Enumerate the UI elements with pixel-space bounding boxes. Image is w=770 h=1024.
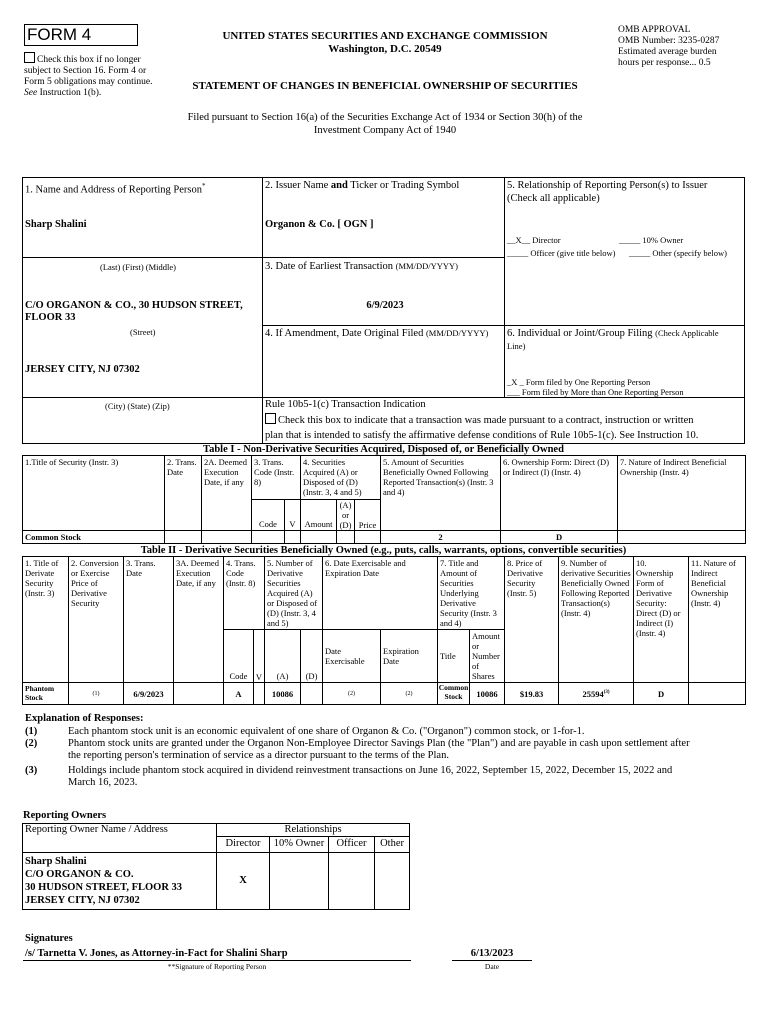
t1-nature-cell — [618, 531, 746, 544]
box3-label-text: 3. Date of Earliest Transaction — [265, 261, 394, 272]
owner-addr-2: 30 HUDSON STREET, FLOOR 33 — [25, 882, 183, 893]
t2-sub-amount: Amount or Number of Shares — [470, 630, 505, 683]
t2-nature-cell — [689, 683, 746, 705]
t1-price-cell — [355, 531, 381, 544]
explanation-item-1 — [25, 726, 745, 738]
t2-ownership: D — [634, 683, 689, 705]
box2-label — [265, 180, 459, 192]
explanation-num-1: (1) — [25, 726, 38, 737]
t1-security: Common Stock — [23, 531, 165, 544]
box1-label-text: 1. Name and Address of Reporting Person — [25, 184, 203, 196]
t1-code-cell — [252, 531, 285, 544]
owners-col-ten: 10% Owner — [270, 837, 329, 853]
t1-sub-v: V — [285, 500, 301, 531]
grid-vline-2 — [504, 177, 505, 397]
grid-hline-city — [22, 397, 745, 398]
explanation-text-3a: Holdings include phantom stock acquired in dividend reinvestment transactions on June 16, 2022, September 15, 2022, December 15, 2022 and — [68, 765, 673, 776]
box5-label2: (Check all applicable) — [507, 193, 600, 204]
rel-other: _____ Other (specify below) — [629, 248, 727, 258]
owners-title: Reporting Owners — [23, 810, 107, 821]
t2-date: 6/9/2023 — [124, 683, 174, 705]
box1-label-mark: * — [202, 182, 206, 190]
t1-h-acquired: 4. Securities Acquired (A) or Disposed of (D) (Instr. 3, 4 and 5) — [301, 456, 381, 500]
box4-label — [265, 328, 488, 340]
t2-underlying-amount: 10086 — [470, 683, 505, 705]
t2-sub-date-ex: Date Exercisable — [323, 630, 381, 683]
rule-text-2: plan that is intended to satisfy the affirmative defense conditions of Rule 10b5-1(c). See Instruction 10. — [265, 430, 699, 441]
owners-row — [23, 853, 410, 910]
owner-addr-1: C/O ORGANON & CO. — [25, 869, 134, 880]
street-caption: (Street) — [130, 327, 156, 337]
t1-h-amount: 5. Amount of Securities Beneficially Owned Following Reported Transaction(s) (Instr. 3 and 4) — [381, 456, 501, 531]
signature-text: /s/ Tarnetta V. Jones, as Attorney-in-Fact for Shalini Sharp — [25, 948, 288, 959]
t1-v-cell — [285, 531, 301, 544]
t1-sub-aord: (A) or (D) — [337, 500, 355, 531]
box3-label-fmt: (MM/DD/YYYY) — [395, 261, 458, 271]
t2-price: $19.83 — [505, 683, 559, 705]
section16-note-text: Check this box if no longer subject to Section 16. Form 4 or Form 5 obligations may continue. — [24, 55, 153, 87]
omb-block — [618, 25, 758, 69]
explanation-text-1a: Each phantom stock unit is an economic equivalent of one share of Organon & Co. ("Organon") common stock, or 1-for-1. — [68, 726, 585, 737]
t2-h-nature: 11. Nature of Indirect Beneficial Ownership (Instr. 4) — [689, 557, 746, 683]
signatures-title: Signatures — [25, 933, 73, 944]
owner-director-mark: X — [217, 853, 270, 910]
t2-conv-price: (1) — [69, 683, 124, 705]
box6-label — [507, 328, 719, 340]
t1-h-ownership: 6. Ownership Form: Direct (D) or Indirect (I) (Instr. 4) — [501, 456, 618, 531]
signature-caption: **Signature of Reporting Person — [167, 962, 267, 971]
street-line-1: C/O ORGANON & CO., 30 HUDSON STREET, — [25, 300, 243, 311]
t1-deemed-cell — [202, 531, 252, 544]
box3-label — [265, 261, 458, 273]
table1-row — [23, 531, 746, 544]
city-line: JERSEY CITY, NJ 07302 — [25, 364, 140, 375]
t2-h-owned: 9. Number of derivative Securities Beneficially Owned Following Reported Transaction(s) (Instr. 4) — [559, 557, 634, 683]
owner-ten-cell — [270, 853, 329, 910]
owners-table — [22, 823, 410, 910]
t2-owned: 25594 — [582, 688, 604, 699]
explanation-text-2a: Phantom stock units are granted under the Organon Non-Employee Director Savings Plan (the "Plan") and are payable in cash upon settlement after — [68, 738, 690, 749]
t2-security: Phantom Stock — [23, 683, 69, 705]
t2-owned-note: (3) — [603, 690, 610, 696]
box2-label-a: 2. Issuer Name — [265, 180, 329, 191]
omb-number: OMB Number: 3235-0287 — [618, 36, 720, 46]
explanation-item-3 — [25, 765, 745, 789]
owners-col-other: Other — [375, 837, 410, 853]
t2-h-date: 3. Trans. Date — [124, 557, 174, 683]
t2-sub-exp: Expiration Date — [381, 630, 438, 683]
omb-burden: Estimated average burden — [618, 47, 717, 57]
omb-hours: hours per response... 0.5 — [618, 58, 711, 68]
t2-date-ex: (2) — [323, 683, 381, 705]
section16-instr: Instruction 1(b). — [39, 88, 102, 98]
owners-col-director: Director — [217, 837, 270, 853]
t1-sub-code: Code — [252, 500, 285, 531]
t1-h-date: 2. Trans. Date — [165, 456, 202, 531]
form-title: FORM 4 — [27, 25, 92, 44]
t2-sub-title: Title — [438, 630, 470, 683]
date-line — [452, 960, 532, 961]
t2-disposed-cell — [301, 683, 323, 705]
t2-h-exercisable: 6. Date Exercisable and Expiration Date — [323, 557, 438, 630]
filing-option-more: ___ Form filed by More than One Reporting Person — [507, 387, 684, 397]
earliest-transaction-date: 6/9/2023 — [366, 300, 404, 311]
table2-row — [23, 683, 746, 705]
box6-label-note: (Check Applicable — [655, 328, 719, 338]
signature-date: 6/13/2023 — [470, 948, 514, 959]
agency-city: Washington, D.C. 20549 — [328, 43, 442, 55]
box2-label-b: Ticker or Trading Symbol — [350, 180, 460, 191]
owners-col-rel: Relationships — [217, 824, 410, 837]
date-caption: Date — [484, 962, 500, 971]
t1-amount-owned: 2 — [381, 531, 501, 544]
owners-col-officer: Officer — [329, 837, 375, 853]
t2-h-number: 5. Number of Derivative Securities Acquired (A) or Disposed of (D) (Instr. 3, 4 and 5) — [265, 557, 323, 630]
owner-officer-cell — [329, 853, 375, 910]
grid-hline-3 — [262, 257, 504, 258]
explanation-title: Explanation of Responses: — [25, 713, 144, 724]
rel-director: __X__ Director — [507, 235, 561, 245]
box4-label-text: 4. If Amendment, Date Original Filed — [265, 328, 424, 339]
t2-h-price: 8. Price of Derivative Security (Instr. 5) — [505, 557, 559, 683]
t2-v-cell — [254, 683, 265, 705]
explanation-item-2 — [25, 738, 745, 762]
statement-title: STATEMENT OF CHANGES IN BENEFICIAL OWNERSHIP OF SECURITIES — [192, 80, 578, 92]
box6-label-note2: Line) — [507, 341, 526, 351]
rule-text-1-content: Check this box to indicate that a transaction was made pursuant to a contract, instruction or written — [278, 415, 694, 426]
t1-amount-cell — [301, 531, 337, 544]
owner-other-cell — [375, 853, 410, 910]
rel-ten-pct: _____ 10% Owner — [619, 235, 684, 245]
t2-h-code: 4. Trans. Code (Instr. 8) — [224, 557, 265, 630]
box2-label-and: and — [330, 180, 348, 191]
table1-title: Table I - Non-Derivative Securities Acquired, Disposed of, or Beneficially Owned — [203, 444, 564, 455]
t2-h-title: 1. Title of Derivate Security (Instr. 3) — [23, 557, 69, 683]
reporting-person-name: Sharp Shalini — [25, 219, 87, 230]
explanation-text-2b: the reporting person's termination of service as a director pursuant to the terms of the Plan. — [68, 750, 449, 761]
t1-sub-price: Price — [355, 500, 381, 531]
t2-sub-d: (D) — [301, 630, 323, 683]
t1-h-nature: 7. Nature of Indirect Beneficial Ownership (Instr. 4) — [618, 456, 746, 531]
t2-h-underlying: 7. Title and Amount of Securities Underlying Derivative Security (Instr. 3 and 4) — [438, 557, 505, 630]
t2-h-deemed: 3A. Deemed Execution Date, if any — [174, 557, 224, 683]
t2-sub-v: V — [254, 630, 265, 683]
t2-acquired: 10086 — [265, 683, 301, 705]
t1-aord-cell — [337, 531, 355, 544]
owner-address-cell — [23, 853, 217, 910]
signature-line — [23, 960, 411, 961]
t2-deemed-cell — [174, 683, 224, 705]
name-caption: (Last) (First) (Middle) — [100, 262, 177, 272]
omb-approval: OMB APPROVAL — [618, 25, 691, 35]
issuer-name: Organon & Co. [ OGN ] — [265, 219, 374, 230]
filed-pursuant-1: Filed pursuant to Section 16(a) of the Securities Exchange Act of 1934 or Section 30(h) of the — [187, 112, 583, 123]
section16-checkbox[interactable] — [24, 52, 35, 63]
grid-vline-1 — [262, 177, 263, 444]
rule-title: Rule 10b5-1(c) Transaction Indication — [265, 399, 426, 410]
explanation-num-3: (3) — [25, 765, 38, 776]
t2-sub-a: (A) — [265, 630, 301, 683]
t2-code: A — [224, 683, 254, 705]
owner-name: Sharp Shalini — [25, 856, 87, 867]
t2-h-ownership: 10. Ownership Form of Derivative Security: Direct (D) or Indirect (I) (Instr. 4) — [634, 557, 689, 683]
grid-hline-name — [22, 257, 262, 258]
explanation-text-3b: March 16, 2023. — [68, 777, 138, 788]
grid-hline-4 — [262, 325, 745, 326]
explanation-num-2: (2) — [25, 738, 38, 749]
table1 — [22, 455, 746, 544]
rule-checkbox[interactable] — [265, 413, 276, 424]
filing-option-one: _X _ Form filed by One Reporting Person — [507, 377, 651, 387]
section16-note — [24, 52, 154, 99]
t1-h-title: 1.Title of Security (Instr. 3) — [23, 456, 165, 531]
explanation-list — [25, 726, 745, 789]
box5-label: 5. Relationship of Reporting Person(s) to Issuer — [507, 180, 708, 191]
box1-label — [25, 180, 206, 197]
rule-text-1 — [265, 413, 743, 427]
box6-label-text: 6. Individual or Joint/Group Filing — [507, 328, 653, 339]
city-caption: (City) (State) (Zip) — [105, 401, 170, 411]
filed-pursuant-2: Investment Company Act of 1940 — [313, 125, 457, 136]
t2-exp: (2) — [381, 683, 438, 705]
agency-name: UNITED STATES SECURITIES AND EXCHANGE COMMISSION — [222, 30, 548, 42]
t2-sub-code: Code — [224, 630, 254, 683]
t1-ownership-form: D — [501, 531, 618, 544]
owners-col-name: Reporting Owner Name / Address — [23, 824, 217, 853]
owner-addr-3: JERSEY CITY, NJ 07302 — [25, 895, 140, 906]
table2 — [22, 556, 746, 705]
section16-see: See — [24, 88, 38, 98]
street-line-2: FLOOR 33 — [25, 312, 76, 323]
t2-underlying-title: Common Stock — [438, 683, 470, 705]
t1-date-cell — [165, 531, 202, 544]
t1-h-deemed: 2A. Deemed Execution Date, if any — [202, 456, 252, 531]
table2-title: Table II - Derivative Securities Beneficially Owned (e.g., puts, calls, warrants, options, convertible securities) — [140, 545, 627, 556]
t2-owned-cell — [559, 683, 634, 705]
rel-officer: _____ Officer (give title below) — [507, 248, 616, 258]
t1-sub-amount: Amount — [301, 500, 337, 531]
box4-label-fmt: (MM/DD/YYYY) — [425, 328, 489, 338]
t1-h-code: 3. Trans. Code (Instr. 8) — [252, 456, 301, 500]
t2-h-conversion: 2. Conversion or Exercise Price of Derivative Security — [69, 557, 124, 683]
